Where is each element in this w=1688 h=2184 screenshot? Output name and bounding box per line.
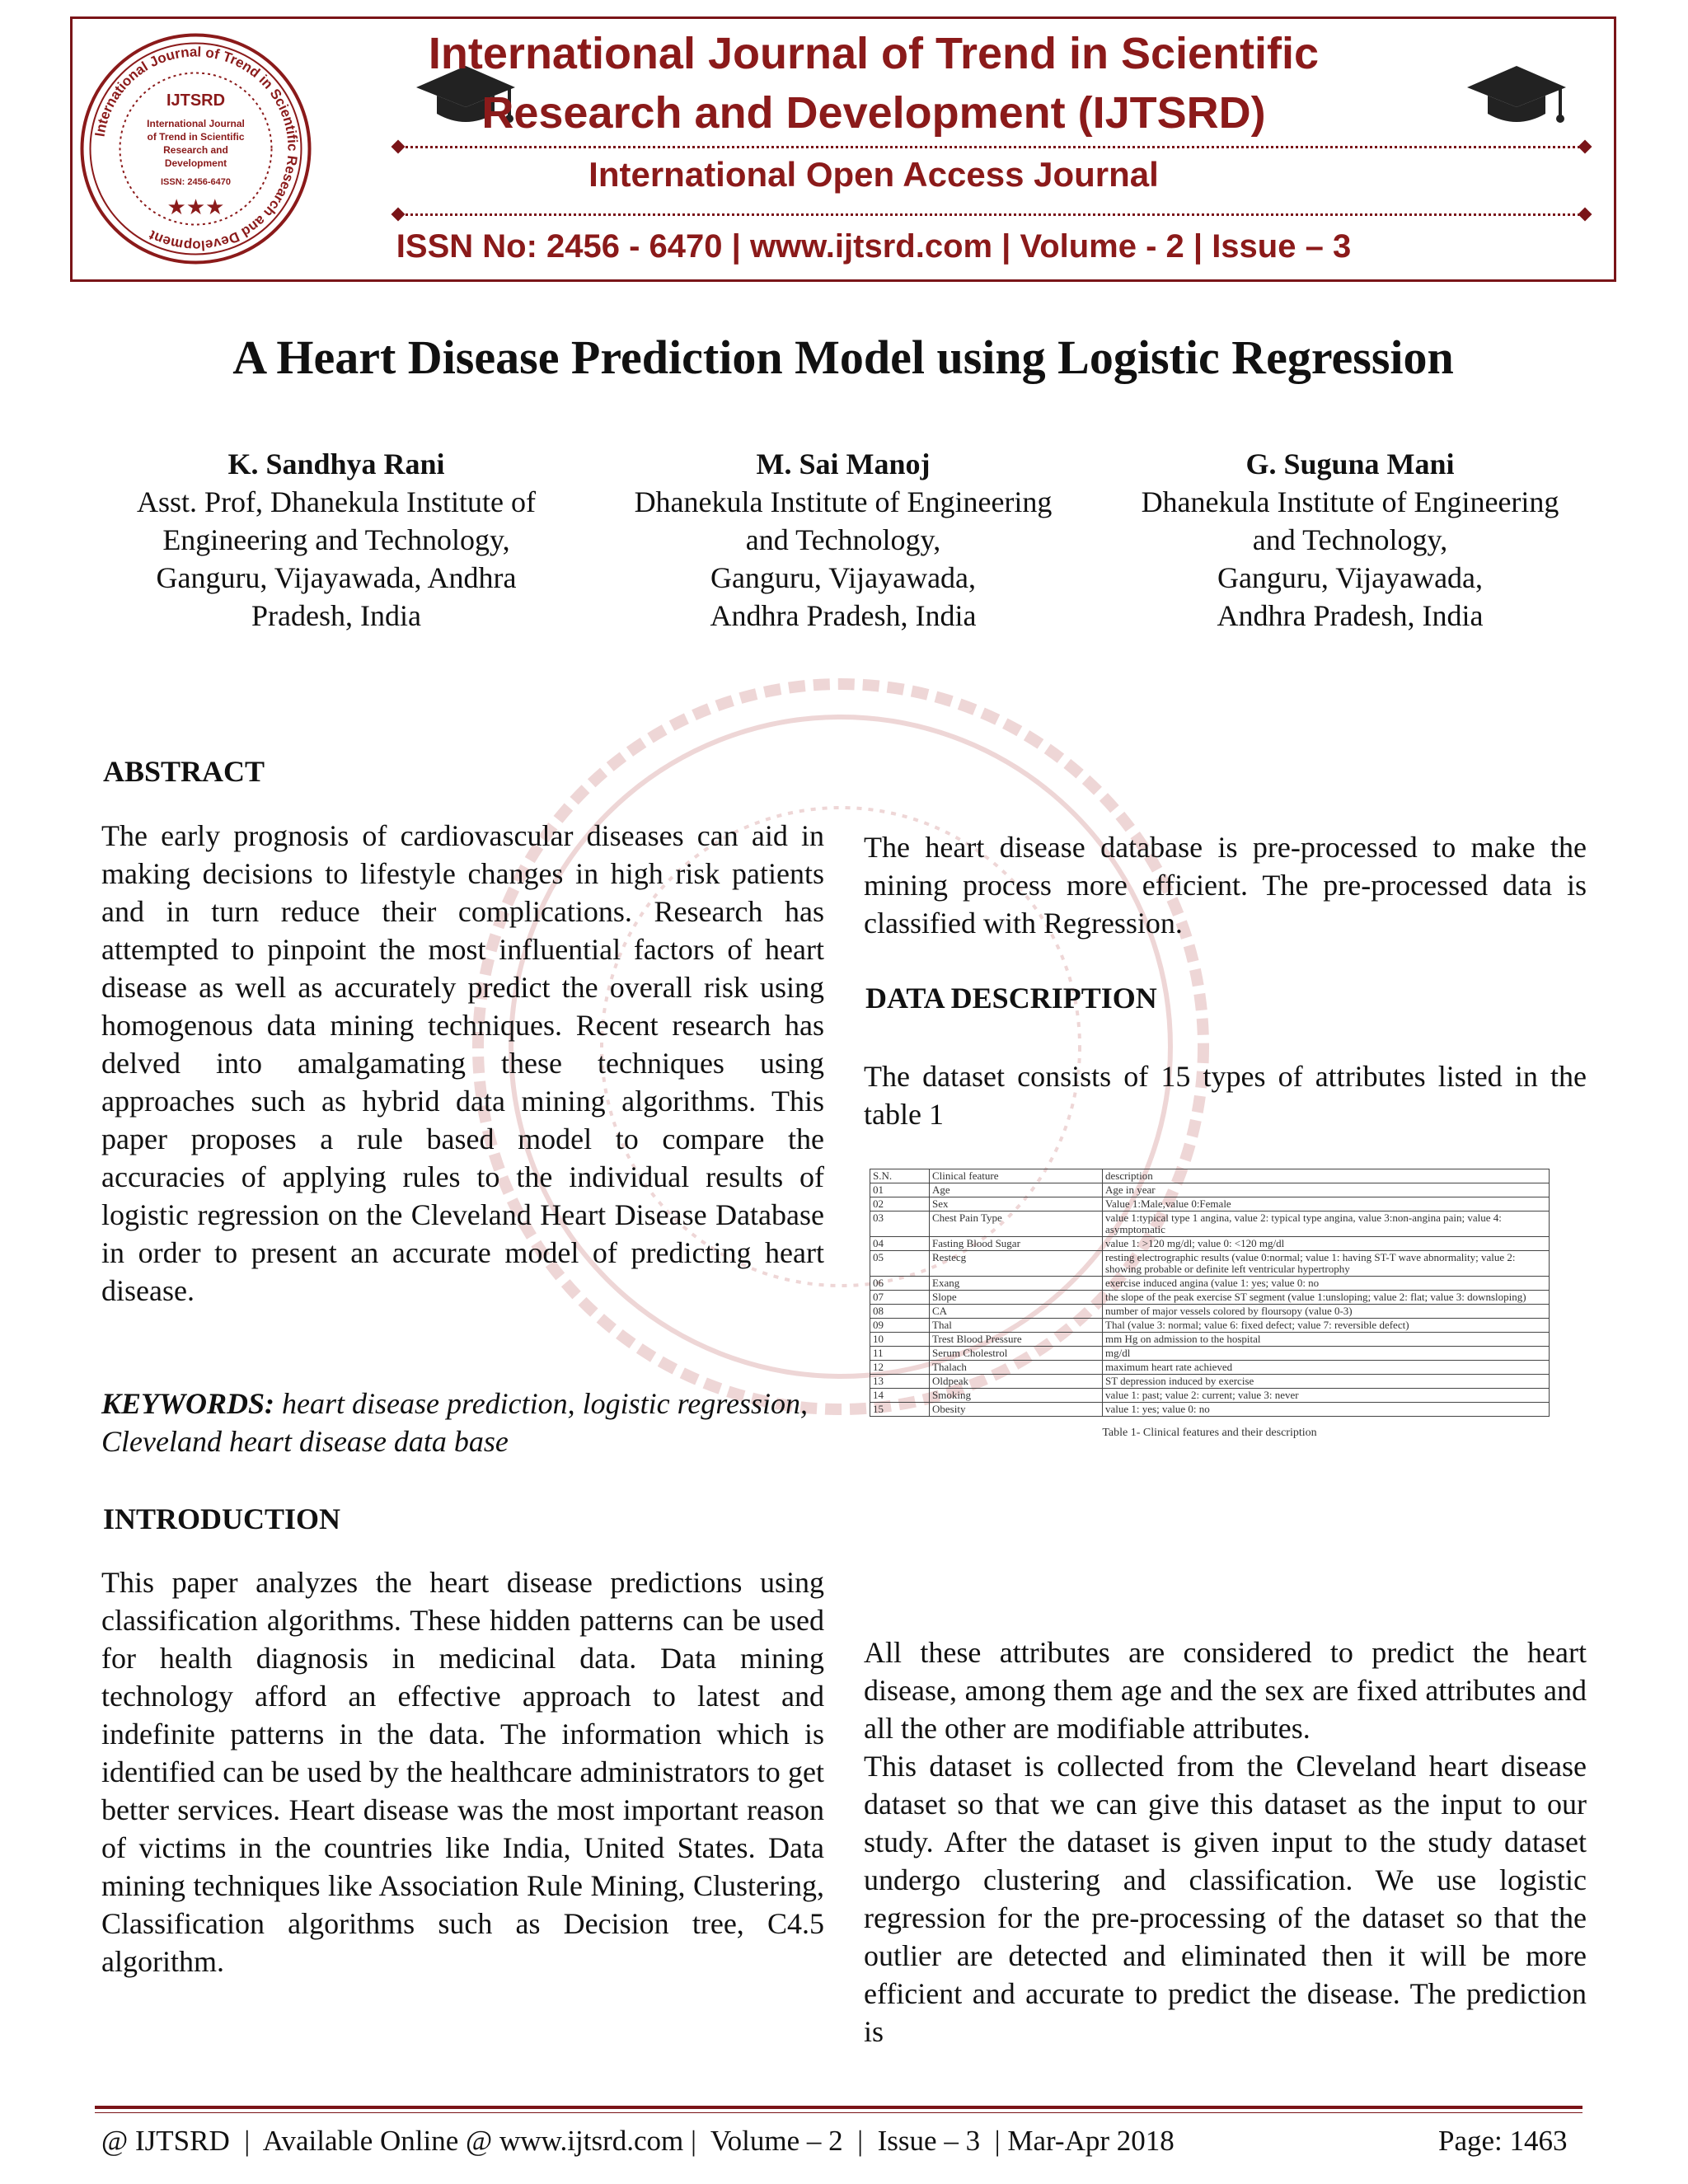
- author-name: M. Sai Manoj: [756, 448, 931, 480]
- table-cell: Thal: [930, 1319, 1103, 1333]
- table-cell: Slope: [930, 1291, 1103, 1305]
- keywords: [101, 1385, 824, 1460]
- author-name: G. Suguna Mani: [1245, 448, 1455, 480]
- author-affiliation-line: Ganguru, Vijayawada,: [710, 561, 977, 594]
- table-row: [870, 1375, 1550, 1389]
- table-cell: Sex: [930, 1197, 1103, 1212]
- author-affiliation-line: Pradesh, India: [251, 599, 421, 632]
- table-cell: CA: [930, 1305, 1103, 1319]
- table-cell: 02: [870, 1197, 930, 1212]
- issn-line: ISSN No: 2456 - 6470 | www.ijtsrd.com | Volume - 2 | Issue – 3: [396, 228, 1352, 265]
- journal-title-line2: Research and Development (IJTSRD): [481, 88, 1266, 138]
- author-name: K. Sandhya Rani: [227, 448, 445, 480]
- table-cell: 12: [870, 1361, 930, 1375]
- table-header-cell: Clinical feature: [930, 1169, 1103, 1183]
- table-cell: Exang: [930, 1277, 1103, 1291]
- table-row: [870, 1403, 1550, 1417]
- table-row: [870, 1251, 1550, 1277]
- table-cell: 11: [870, 1347, 930, 1361]
- table-cell: the slope of the peak exercise ST segment (value 1:unsloping; value 2: flat; value 3: downsloping): [1103, 1291, 1550, 1305]
- table-cell: Age in year: [1103, 1183, 1550, 1197]
- table-cell: Thalach: [930, 1361, 1103, 1375]
- dotted-divider: [406, 146, 1580, 148]
- abstract-body: [101, 817, 824, 1310]
- table-cell: mm Hg on admission to the hospital: [1103, 1333, 1550, 1347]
- footer-info: @ IJTSRD | Available Online @ www.ijtsrd.com | Volume – 2 | Issue – 3 | Mar-Apr 2018: [101, 2125, 1175, 2157]
- table-row: [870, 1291, 1550, 1305]
- author-1: [93, 445, 579, 635]
- footer-rule: [95, 2112, 1582, 2113]
- paper-title: A Heart Disease Prediction Model using Logistic Regression: [232, 330, 1454, 384]
- table-row: [870, 1183, 1550, 1197]
- table-row: [870, 1319, 1550, 1333]
- keywords-text: heart disease prediction, logistic regression, Cleveland heart disease data base: [101, 1387, 808, 1458]
- keywords-label: KEYWORDS:: [101, 1387, 275, 1420]
- attributes-text: All these attributes are considered to predict the heart disease, among them age and the sex are fixed attributes and all the other are modifiable attributes.: [864, 1636, 1587, 1745]
- table-cell: Obesity: [930, 1403, 1103, 1417]
- introduction-body: [101, 1563, 824, 1980]
- author-affiliation-line: Engineering and Technology,: [162, 523, 510, 556]
- table-cell: 15: [870, 1403, 930, 1417]
- table-cell: mg/dl: [1103, 1347, 1550, 1361]
- journal-title-line1: International Journal of Trend in Scientific: [428, 29, 1320, 78]
- svg-text:IJTSRD: IJTSRD: [166, 91, 226, 110]
- author-affiliation-line: and Technology,: [745, 523, 941, 556]
- footer-rule: [95, 2106, 1582, 2109]
- table-caption: Table 1- Clinical features and their description: [1102, 1427, 1317, 1439]
- table-row: [870, 1361, 1550, 1375]
- svg-text:ISSN: 2456-6470: ISSN: 2456-6470: [161, 177, 231, 187]
- table-cell: ST depression induced by exercise: [1103, 1375, 1550, 1389]
- table-cell: 10: [870, 1333, 930, 1347]
- table-cell: Thal (value 3: normal; value 6: fixed defect; value 7: reversible defect): [1103, 1319, 1550, 1333]
- table-header-cell: S.N.: [870, 1169, 930, 1183]
- journal-subtitle: International Open Access Journal: [588, 155, 1159, 194]
- table-cell: value 1:typical type 1 angina, value 2: typical type angina, value 3:non-angina pain; value 4: asymptomatic: [1103, 1212, 1550, 1237]
- svg-text:Development: Development: [164, 157, 227, 169]
- author-affiliation-line: Andhra Pradesh, India: [1217, 599, 1484, 632]
- author-affiliation-line: Andhra Pradesh, India: [710, 599, 977, 632]
- table-cell: Value 1:Male,value 0:Female: [1103, 1197, 1550, 1212]
- table-cell: Restecg: [930, 1251, 1103, 1277]
- table-cell: 08: [870, 1305, 930, 1319]
- table-cell: 01: [870, 1183, 930, 1197]
- table-cell: maximum heart rate achieved: [1103, 1361, 1550, 1375]
- right-para-3: [864, 1633, 1587, 2050]
- table-row: [870, 1347, 1550, 1361]
- table-cell: Fasting Blood Sugar: [930, 1237, 1103, 1251]
- table-cell: value 1: past; value 2: current; value 3: never: [1103, 1389, 1550, 1403]
- table-row: [870, 1212, 1550, 1237]
- svg-text:Research and: Research and: [163, 144, 228, 156]
- table-row: [870, 1237, 1550, 1251]
- attributes-table: [870, 1169, 1550, 1417]
- table-header-cell: description: [1103, 1169, 1550, 1183]
- table-cell: 13: [870, 1375, 930, 1389]
- table-cell: 04: [870, 1237, 930, 1251]
- journal-logo: [78, 31, 313, 266]
- author-affiliation-line: Dhanekula Institute of Engineering: [634, 485, 1053, 518]
- table-header-row: [870, 1169, 1550, 1183]
- abstract-text: The early prognosis of cardiovascular diseases can aid in making decisions to lifestyle changes in high risk patients and in turn reduce their complications. Research has attempted to pinpoint the most influential factors of heart disease as well as accurately predict the overall risk using homogenous data mining techniques. Recent research has delved into amalgamating these techniques using approaches such as hybrid data mining algorithms. This paper proposes a rule based model to compare the accuracies of applying rules to the individual results of logistic regression on the Cleveland Heart Disease Database in order to present an accurate model of predicting heart disease.: [101, 819, 824, 1307]
- introduction-heading: INTRODUCTION: [103, 1502, 341, 1535]
- table-cell: 05: [870, 1251, 930, 1277]
- table-row: [870, 1277, 1550, 1291]
- svg-text:★★★: ★★★: [166, 195, 225, 219]
- data-description-heading: DATA DESCRIPTION: [865, 982, 1157, 1015]
- abstract-heading: ABSTRACT: [103, 755, 265, 788]
- table-row: [870, 1333, 1550, 1347]
- table-row: [870, 1197, 1550, 1212]
- dotted-divider: [406, 213, 1580, 216]
- table-cell: 07: [870, 1291, 930, 1305]
- author-affiliation-line: Ganguru, Vijayawada, Andhra: [156, 561, 517, 594]
- table-cell: Smoking: [930, 1389, 1103, 1403]
- svg-text:International Journal: International Journal: [147, 118, 245, 129]
- table-cell: resting electrographic results (value 0:normal; value 1: having ST-T wave abnormality; value 2: showing probable or definite left ventricular hypertrophy: [1103, 1251, 1550, 1277]
- right-para-2: [864, 1057, 1587, 1133]
- table-cell: Age: [930, 1183, 1103, 1197]
- table-cell: Chest Pain Type: [930, 1212, 1103, 1237]
- svg-text:International Journal of Trend: International Journal of Trend in Scientific Research and Development: [91, 44, 301, 254]
- author-affiliation-line: and Technology,: [1252, 523, 1448, 556]
- table-cell: number of major vessels colored by floursopy (value 0-3): [1103, 1305, 1550, 1319]
- table-cell: value 1: yes; value 0: no: [1103, 1403, 1550, 1417]
- svg-text:of Trend in Scientific: of Trend in Scientific: [147, 131, 245, 143]
- dataset-intro-text: The dataset consists of 15 types of attributes listed in the table 1: [864, 1060, 1587, 1131]
- table-cell: 03: [870, 1212, 930, 1237]
- table-cell: 06: [870, 1277, 930, 1291]
- table-row: [870, 1305, 1550, 1319]
- introduction-text: This paper analyzes the heart disease predictions using classification algorithms. These hidden patterns can be used for health diagnosis in medicinal data. Data mining technology afford an effective approach to latest and indefinite patterns in the data. The information which is identified can be used by the healthcare administrators to get better services. Heart disease was the most important reason of victims in the countries like India, United States. Data mining techniques like Association Rule Mining, Clustering, Classification algorithms such as Decision tree, C4.5 algorithm.: [101, 1566, 824, 1978]
- author-3: [1107, 445, 1593, 635]
- table-cell: value 1: >120 mg/dl; value 0: <120 mg/dl: [1103, 1237, 1550, 1251]
- table-cell: 09: [870, 1319, 930, 1333]
- author-affiliation-line: Ganguru, Vijayawada,: [1217, 561, 1484, 594]
- table-cell: Trest Blood Pressure: [930, 1333, 1103, 1347]
- table-1: [870, 1169, 1550, 1440]
- table-cell: Oldpeak: [930, 1375, 1103, 1389]
- author-affiliation-line: Asst. Prof, Dhanekula Institute of: [137, 485, 536, 518]
- graduation-cap-icon: [1463, 59, 1570, 134]
- table-cell: Serum Cholestrol: [930, 1347, 1103, 1361]
- dataset-source-text: This dataset is collected from the Cleveland heart disease dataset so that we can give this dataset as the input to our study. After the dataset is given input to the study dataset undergo clustering and classification. We use logistic regression for the pre-processing of the dataset so that the outlier are detected and eliminated then it will be more efficient and accurate to predict the disease. The prediction is: [864, 1750, 1587, 2048]
- author-affiliation-line: Dhanekula Institute of Engineering: [1141, 485, 1559, 518]
- table-row: [870, 1389, 1550, 1403]
- right-para-1: [864, 828, 1587, 942]
- preprocessing-text: The heart disease database is pre-processed to make the mining process more efficient. The pre-processed data is classified with Regression.: [864, 831, 1587, 940]
- author-2: [600, 445, 1086, 635]
- page-number: Page: 1463: [1438, 2125, 1568, 2157]
- table-cell: exercise induced angina (value 1: yes; value 0: no: [1103, 1277, 1550, 1291]
- table-cell: 14: [870, 1389, 930, 1403]
